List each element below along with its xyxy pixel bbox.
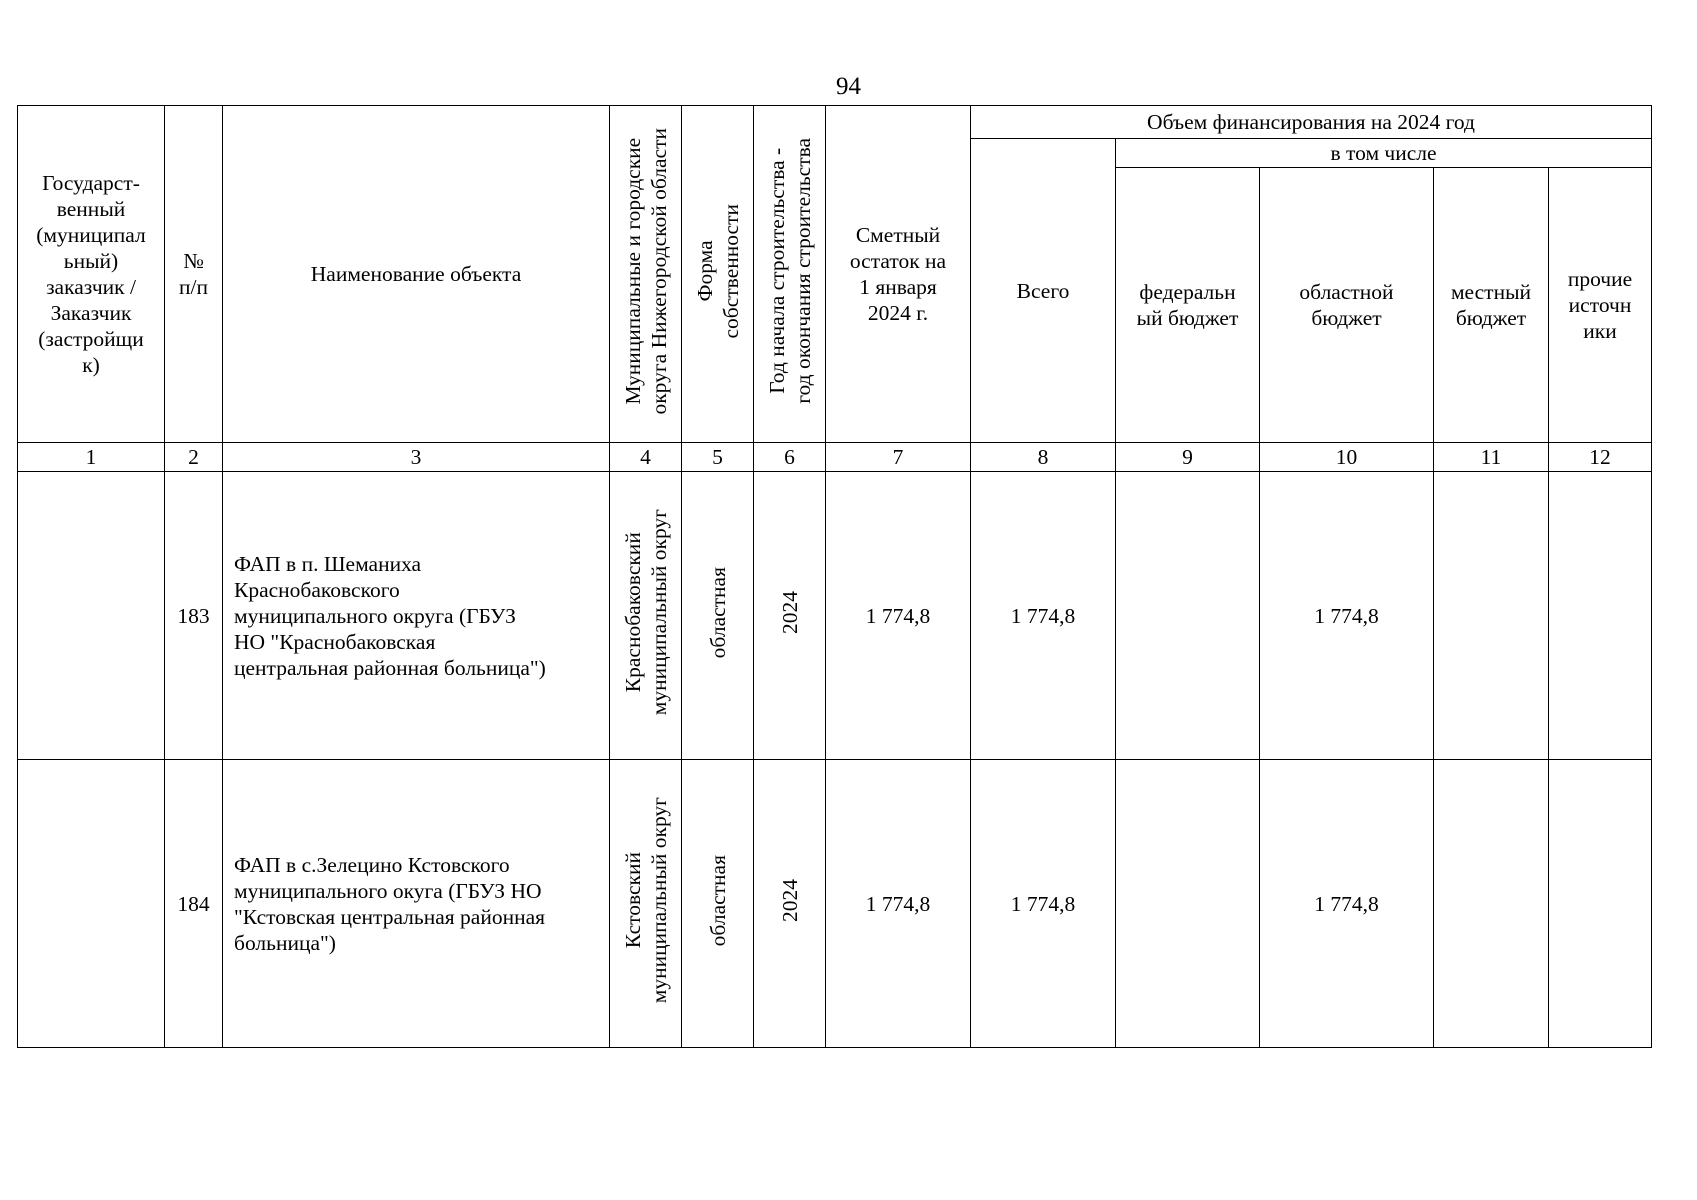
header-regional: областной бюджет xyxy=(1260,168,1434,443)
column-number: 11 xyxy=(1434,443,1549,472)
column-number: 5 xyxy=(682,443,754,472)
cell-years: 2024 xyxy=(754,472,826,760)
cell-ownership: областная xyxy=(682,760,754,1048)
header-municipality: Муниципальные и городские округа Нижегородской области xyxy=(610,106,682,443)
cell-estimate-remainder: 1 774,8 xyxy=(826,472,971,760)
column-number: 8 xyxy=(971,443,1116,472)
cell-federal xyxy=(1116,760,1260,1048)
header-num: № п/п xyxy=(165,106,223,443)
column-number-row xyxy=(18,443,1652,472)
column-number: 2 xyxy=(165,443,223,472)
page-number: 94 xyxy=(836,73,861,100)
table-row xyxy=(18,760,1652,1048)
column-number: 10 xyxy=(1260,443,1434,472)
header-object-name: Наименование объекта xyxy=(223,106,610,443)
header-other: прочие источн ики xyxy=(1549,168,1652,443)
cell-customer xyxy=(18,760,165,1048)
column-number: 6 xyxy=(754,443,826,472)
cell-total: 1 774,8 xyxy=(971,472,1116,760)
cell-ownership: областная xyxy=(682,472,754,760)
column-number: 7 xyxy=(826,443,971,472)
column-number: 12 xyxy=(1549,443,1652,472)
header-including: в том числе xyxy=(1116,139,1652,168)
cell-other xyxy=(1549,760,1652,1048)
table-row xyxy=(18,472,1652,760)
cell-local xyxy=(1434,760,1549,1048)
cell-local xyxy=(1434,472,1549,760)
cell-num: 184 xyxy=(165,760,223,1048)
cell-regional: 1 774,8 xyxy=(1260,472,1434,760)
cell-federal xyxy=(1116,472,1260,760)
header-federal: федеральн ый бюджет xyxy=(1116,168,1260,443)
cell-municipality: Краснобаковский муниципальный округ xyxy=(610,472,682,760)
cell-municipality: Кстовский муниципальный округ xyxy=(610,760,682,1048)
column-number: 1 xyxy=(18,443,165,472)
header-financing: Объем финансирования на 2024 год xyxy=(971,106,1652,139)
column-number: 4 xyxy=(610,443,682,472)
cell-years: 2024 xyxy=(754,760,826,1048)
header-row xyxy=(18,106,1652,139)
header-estimate-remainder: Сметный остаток на 1 января 2024 г. xyxy=(826,106,971,443)
cell-num: 183 xyxy=(165,472,223,760)
cell-estimate-remainder: 1 774,8 xyxy=(826,760,971,1048)
cell-customer xyxy=(18,472,165,760)
financing-table xyxy=(17,105,1652,1048)
column-number: 9 xyxy=(1116,443,1260,472)
header-local: местный бюджет xyxy=(1434,168,1549,443)
cell-regional: 1 774,8 xyxy=(1260,760,1434,1048)
header-ownership: Форма собственности xyxy=(682,106,754,443)
header-total: Всего xyxy=(971,139,1116,443)
cell-object-name: ФАП в п. Шеманиха Краснобаковского муниципального округа (ГБУЗ НО "Краснобаковская центральная районная больница") xyxy=(223,472,610,760)
cell-object-name: ФАП в с.Зелецино Кстовского муниципального окуга (ГБУЗ НО "Кстовская центральная районная больница") xyxy=(223,760,610,1048)
header-customer: Государст- венный (муниципал ьный) заказчик / Заказчик (застройщи к) xyxy=(18,106,165,443)
cell-other xyxy=(1549,472,1652,760)
column-number: 3 xyxy=(223,443,610,472)
header-years: Год начала строительства - год окончания строительства xyxy=(754,106,826,443)
cell-total: 1 774,8 xyxy=(971,760,1116,1048)
